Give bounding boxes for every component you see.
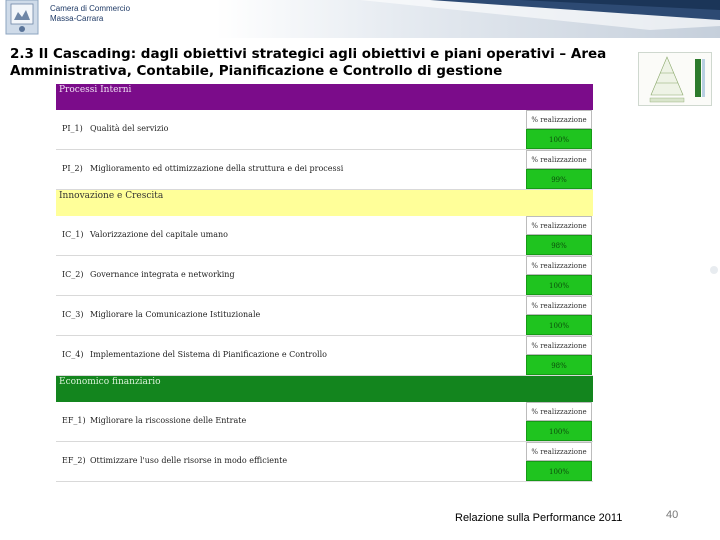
realization-value: 100% [526, 129, 592, 149]
realization-label: % realizzazione [526, 442, 592, 461]
objective-code: IC_1) [62, 230, 84, 239]
table-row [56, 442, 593, 482]
objective-code: IC_2) [62, 270, 84, 279]
objective-description: Migliorare la riscossione delle Entrate [90, 416, 247, 425]
logo [0, 0, 170, 38]
footer-text: Relazione sulla Performance 2011 [455, 512, 623, 524]
realization-value: 100% [526, 275, 592, 295]
side-decoration [632, 106, 720, 506]
logo-text: Camera di Commercio Massa-Carrara [50, 4, 131, 23]
objective-description: Governance integrata e networking [90, 270, 235, 279]
objective-description: Implementazione del Sistema di Pianificazione e Controllo [90, 350, 327, 359]
page-number: 40 [666, 509, 679, 521]
realization-label: % realizzazione [526, 336, 592, 355]
realization-value: 98% [526, 355, 592, 375]
realization-label: % realizzazione [526, 216, 592, 235]
table-row [56, 256, 593, 296]
realization-label: % realizzazione [526, 256, 592, 275]
objective-code: PI_2) [62, 164, 83, 173]
objective-code: EF_2) [62, 456, 86, 465]
section-header-economico-finanziario: Economico finanziario [56, 376, 593, 402]
objective-code: IC_4) [62, 350, 84, 359]
objective-code: EF_1) [62, 416, 86, 425]
realization-label: % realizzazione [526, 402, 592, 421]
table-row [56, 150, 593, 190]
realization-value: 100% [526, 421, 592, 441]
table-row [56, 296, 593, 336]
section-header-innovazione-crescita: Innovazione e Crescita [56, 190, 593, 216]
table-row [56, 402, 593, 442]
objective-description: Miglioramento ed ottimizzazione della struttura e dei processi [90, 164, 344, 173]
objective-description: Migliorare la Comunicazione Istituzionale [90, 310, 261, 319]
objective-description: Ottimizzare l'uso delle risorse in modo efficiente [90, 456, 288, 465]
realization-label: % realizzazione [526, 296, 592, 315]
table-row [56, 336, 593, 376]
realization-label: % realizzazione [526, 150, 592, 169]
pyramid-thumbnail-icon [638, 52, 712, 106]
table-row [56, 216, 593, 256]
section-header-processi-interni: Processi Interni [56, 84, 593, 110]
table-row [56, 110, 593, 150]
objective-description: Valorizzazione del capitale umano [90, 230, 228, 239]
objective-description: Qualità del servizio [90, 124, 169, 133]
logo-emblem-icon [2, 0, 42, 38]
page-title: 2.3 Il Cascading: dagli obiettivi strategici agli obiettivi e piani operativi – Area Amministrativa, Contabile, Pianificazione e Controllo di gestione [10, 46, 607, 79]
realization-value: 100% [526, 315, 592, 335]
realization-label: % realizzazione [526, 110, 592, 129]
realization-value: 100% [526, 461, 592, 481]
objective-code: PI_1) [62, 124, 83, 133]
realization-value: 99% [526, 169, 592, 189]
objective-code: IC_3) [62, 310, 84, 319]
realization-value: 98% [526, 235, 592, 255]
cascading-table [56, 84, 593, 482]
